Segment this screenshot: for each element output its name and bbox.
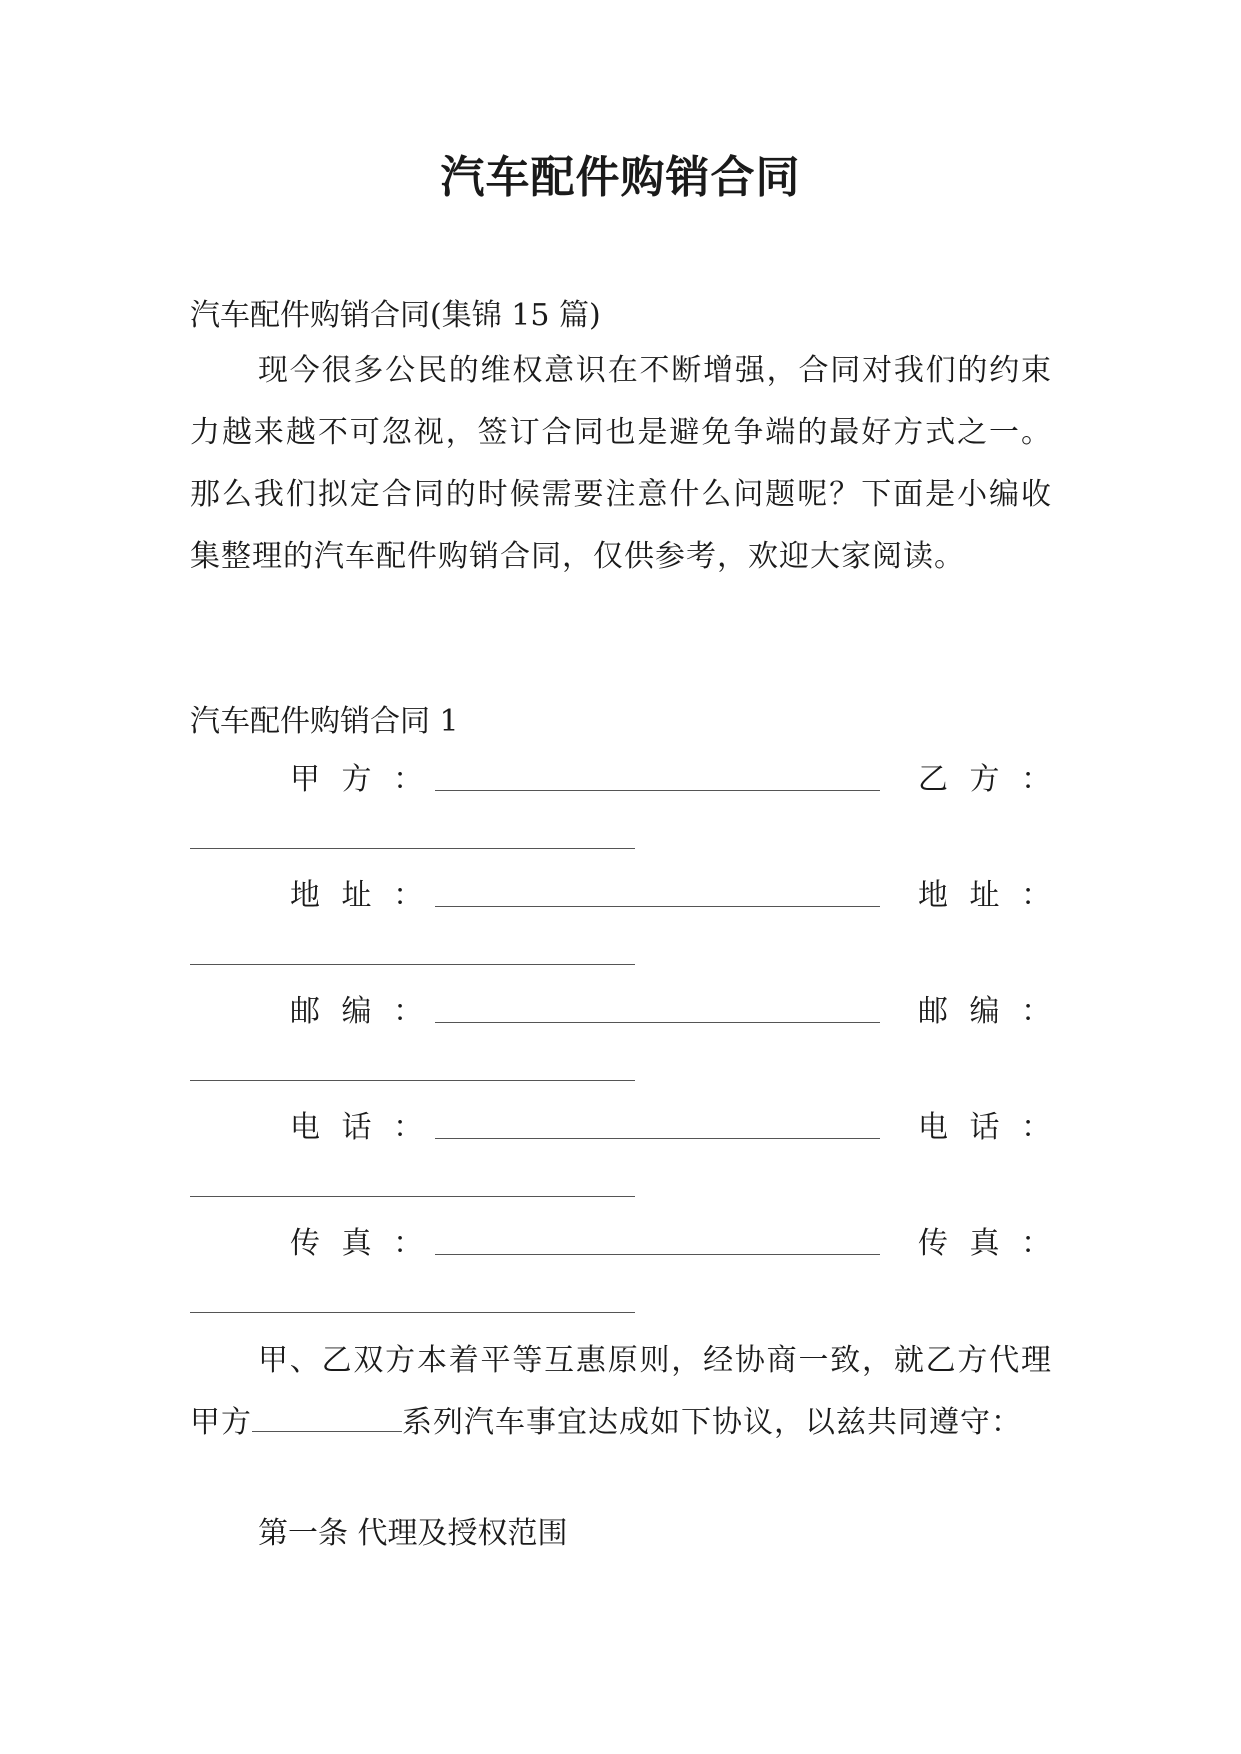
postcode-b-blank[interactable] — [190, 1080, 635, 1081]
party-a-blank[interactable] — [435, 790, 880, 791]
party-b-blank[interactable] — [190, 848, 635, 849]
postcode-a-blank[interactable] — [435, 1022, 880, 1023]
postcode-a-label: 邮 编 ： — [290, 994, 430, 1029]
party-b-label: 乙 方 ： — [918, 762, 1058, 797]
fax-a-label: 传 真 ： — [290, 1226, 430, 1261]
car-series-blank[interactable] — [252, 1403, 402, 1432]
agreement-paragraph — [190, 1330, 1052, 1454]
phone-b-label: 电 话 ： — [918, 1110, 1058, 1145]
address-b-label: 地 址 ： — [918, 878, 1058, 913]
intro-paragraph: 现今很多公民的维权意识在不断增强，合同对我们的约束力越来越不可忽视，签订合同也是避免争端的最好方式之一。那么我们拟定合同的时候需要注意什么问题呢？下面是小编收集整理的汽车配件购销合同，仅供参考，欢迎大家阅读。 — [190, 353, 1052, 574]
fax-b-blank[interactable] — [190, 1312, 635, 1313]
article-1-heading: 第一条 代理及授权范围 — [258, 1516, 568, 1551]
phone-b-blank[interactable] — [190, 1196, 635, 1197]
address-b-blank[interactable] — [190, 964, 635, 965]
document-title: 汽车配件购销合同 — [440, 152, 801, 203]
fax-a-blank[interactable] — [435, 1254, 880, 1255]
agreement-text-end: 系列汽车事宜达成如下协议，以兹共同遵守： — [402, 1405, 1022, 1440]
address-a-label: 地 址 ： — [290, 878, 430, 913]
collection-subtitle: 汽车配件购销合同(集锦 15 篇) — [190, 298, 601, 333]
address-a-blank[interactable] — [435, 906, 880, 907]
phone-a-blank[interactable] — [435, 1138, 880, 1139]
agreement-text-start: 甲、乙双方本着平等互惠原则，经协商一致，就乙方代理甲方 — [190, 1343, 1052, 1440]
section-heading: 汽车配件购销合同 1 — [190, 704, 459, 739]
postcode-b-label: 邮 编 ： — [918, 994, 1058, 1029]
phone-a-label: 电 话 ： — [290, 1110, 430, 1145]
party-a-label: 甲 方 ： — [290, 762, 430, 797]
fax-b-label: 传 真 ： — [918, 1226, 1058, 1261]
